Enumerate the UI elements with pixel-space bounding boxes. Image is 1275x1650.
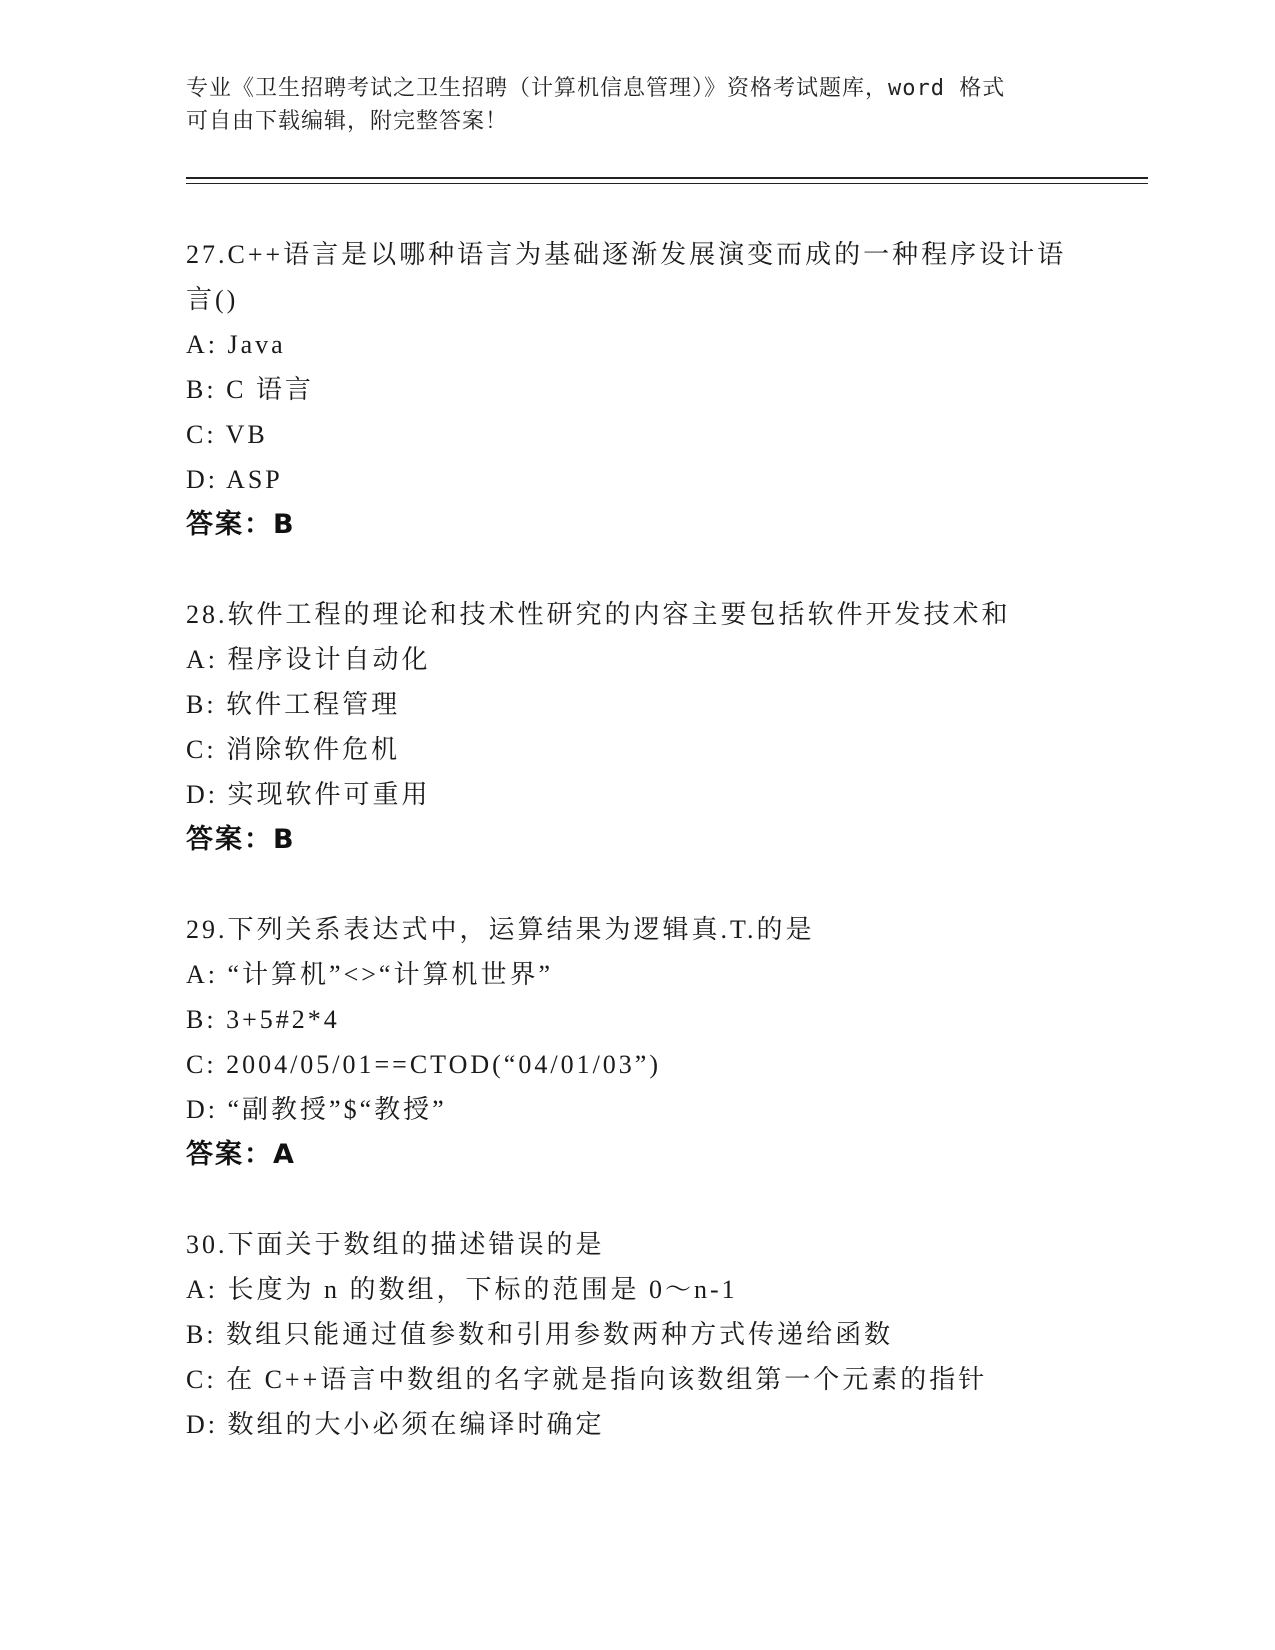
header-divider-thin: [186, 183, 1148, 184]
option-d: D: “副教授”$“教授”: [186, 1095, 447, 1124]
question-stem: 29.下列关系表达式中，运算结果为逻辑真.T.的是: [186, 915, 815, 944]
option-b: B: C 语言: [186, 375, 314, 404]
question-list: [186, 232, 1086, 1447]
option-c: C: 2004/05/01==CTOD(“04/01/03”): [186, 1050, 661, 1079]
question-29: [186, 907, 1086, 1177]
header-divider-thick: [186, 177, 1148, 179]
document-header: [186, 72, 1066, 138]
option-a: A: Java: [186, 330, 286, 359]
option-a: A: 长度为 n 的数组，下标的范围是 0～n-1: [186, 1275, 738, 1304]
question-30: [186, 1222, 1086, 1447]
question-stem: 27.C++语言是以哪种语言为基础逐渐发展演变而成的一种程序设计语: [186, 240, 1067, 269]
answer: 答案：B: [186, 509, 296, 540]
option-c: C: 消除软件危机: [186, 735, 401, 764]
question-stem: 30.下面关于数组的描述错误的是: [186, 1230, 605, 1259]
option-d: D: 实现软件可重用: [186, 780, 431, 809]
option-b: B: 软件工程管理: [186, 690, 401, 719]
option-c: C: 在 C++语言中数组的名字就是指向该数组第一个元素的指针: [186, 1365, 988, 1394]
option-a: A: 程序设计自动化: [186, 645, 431, 674]
option-c: C: VB: [186, 420, 268, 449]
answer: 答案：B: [186, 824, 296, 855]
answer: 答案：A: [186, 1139, 296, 1170]
option-d: D: 数组的大小必须在编译时确定: [186, 1410, 605, 1439]
question-28: [186, 592, 1086, 862]
option-b: B: 数组只能通过值参数和引用参数两种方式传递给函数: [186, 1320, 894, 1349]
option-b: B: 3+5#2*4: [186, 1005, 340, 1034]
option-a: A: “计算机”<>“计算机世界”: [186, 960, 553, 989]
question-stem: 28.软件工程的理论和技术性研究的内容主要包括软件开发技术和: [186, 600, 1011, 629]
header-line-2: 可自由下载编辑，附完整答案！: [186, 109, 509, 134]
header-line-1: 专业《卫生招聘考试之卫生招聘（计算机信息管理）》资格考试题库，word 格式: [186, 76, 1006, 101]
question-27: [186, 232, 1086, 547]
option-d: D: ASP: [186, 465, 283, 494]
question-stem-continued: 言(): [186, 285, 239, 314]
